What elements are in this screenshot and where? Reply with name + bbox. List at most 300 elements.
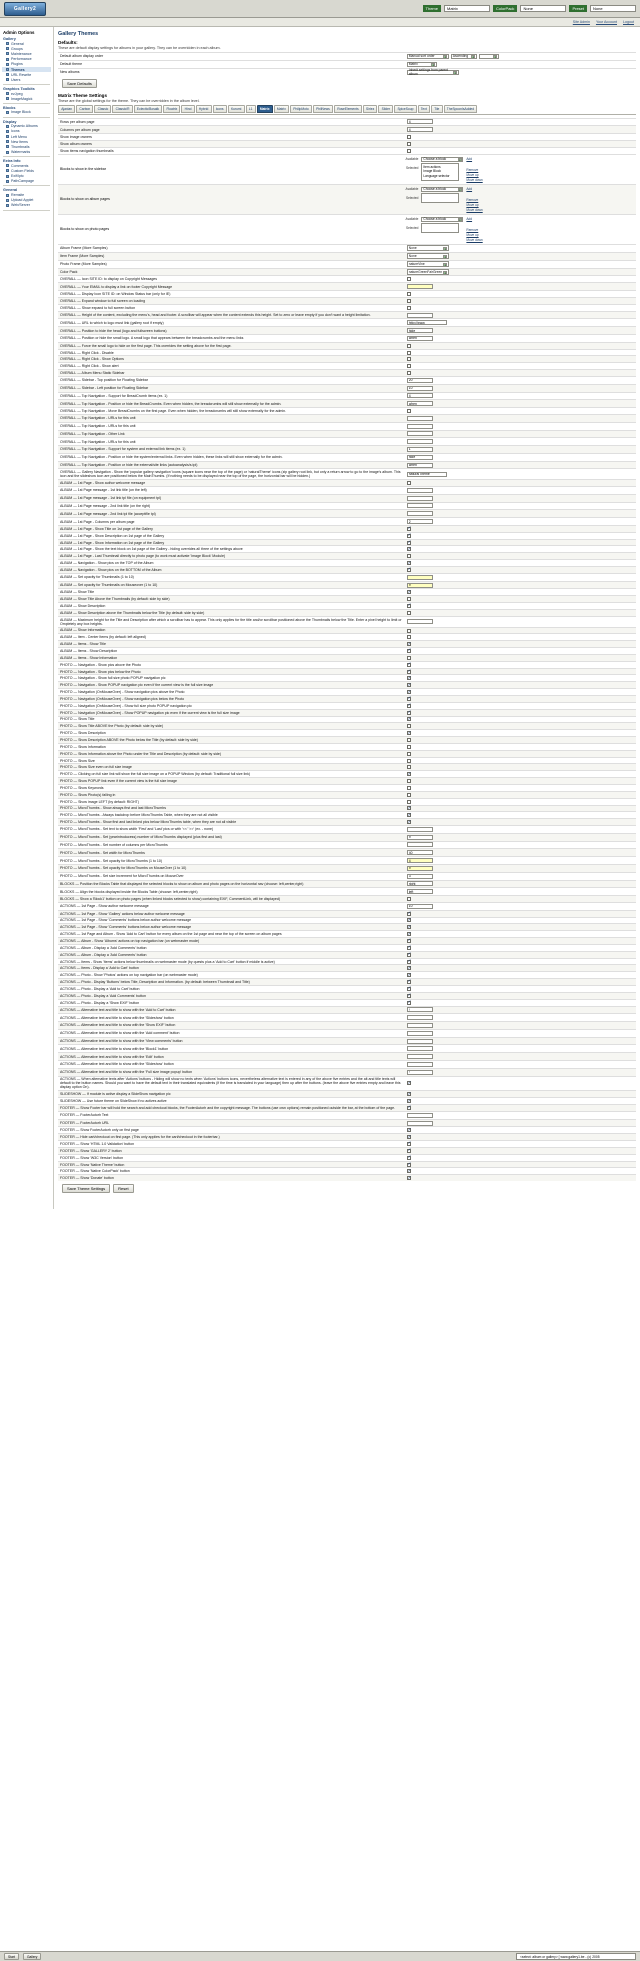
table-row — [58, 494, 636, 502]
block-picker-label: Blocks to show on album pages — [60, 197, 110, 202]
text-input[interactable] — [407, 1046, 433, 1051]
tab-hind[interactable]: Hind — [181, 105, 194, 113]
table-row — [58, 798, 636, 805]
checkbox[interactable] — [407, 541, 411, 545]
table-row — [58, 134, 636, 141]
text-input[interactable] — [407, 1070, 433, 1075]
tab-thespoonisadded[interactable]: TheSpoonIsAdded — [444, 105, 478, 113]
setting-label: OVERALL — Top Navigation - Move BreadCrumbs on the first page. Even when hidden, the breadcrumbs will still show externally for the admin. — [60, 409, 287, 414]
checkbox[interactable] — [407, 547, 411, 551]
defaults-description: These are default display settings for albums in your gallery. They can be overridden in each album. — [58, 46, 221, 50]
available-blocks-select[interactable]: Choose a block ▾ — [421, 187, 463, 192]
sidebar-group-extra-info: Extra Info — [3, 159, 21, 164]
bullet-icon — [6, 140, 9, 143]
checkbox[interactable] — [407, 670, 411, 674]
text-input[interactable] — [407, 447, 433, 452]
checkbox[interactable] — [407, 918, 411, 922]
text-input[interactable] — [407, 619, 433, 624]
sidebar-divider — [3, 156, 50, 157]
checkbox[interactable] — [407, 966, 411, 970]
text-input[interactable] — [407, 1062, 433, 1067]
table-row — [58, 917, 636, 924]
selected-blocks-list[interactable] — [421, 193, 459, 203]
checkbox[interactable] — [407, 590, 411, 594]
setting-label: Show image owners — [60, 134, 92, 139]
remove-button[interactable]: Remove — [466, 197, 479, 202]
tab-text[interactable]: Text — [418, 105, 430, 113]
setting-label: ACTIONS — Album - Display a 'Add Comments' button — [60, 945, 147, 950]
checkbox[interactable] — [407, 1099, 411, 1103]
chevron-down-icon[interactable]: ▾ — [459, 218, 461, 223]
checkbox[interactable] — [407, 649, 411, 653]
checkbox[interactable] — [407, 409, 411, 413]
reset-button[interactable]: Reset — [113, 1184, 133, 1193]
checkbox[interactable] — [407, 534, 411, 538]
text-input[interactable] — [407, 496, 433, 501]
setting-label: OVERALL — Top Navigation - Position or hide the BreadCrumbs. Even when hidden, the breadcrumbs will still show externally for the admin. — [60, 401, 282, 406]
move-down-button[interactable]: Move down — [466, 177, 483, 182]
table-row — [58, 304, 636, 311]
table-row — [58, 126, 636, 134]
table-row — [58, 376, 636, 384]
table-row — [58, 931, 636, 938]
checkbox[interactable] — [407, 527, 411, 531]
add-block-button[interactable]: Add — [466, 216, 473, 221]
default-order-direction-select[interactable]: Ascending ▾ — [451, 54, 477, 59]
checkbox[interactable] — [407, 1176, 411, 1180]
add-block-button[interactable]: Add — [466, 156, 473, 161]
checkbox[interactable] — [407, 690, 411, 694]
theme-field-input[interactable]: Matrix — [444, 5, 490, 12]
table-row — [58, 992, 636, 999]
table-row — [58, 589, 636, 596]
tab-spicesoup[interactable]: SpiceSoup — [394, 105, 416, 113]
chevron-down-icon[interactable]: ▾ — [459, 188, 461, 193]
setting-label: ACTIONS — Photo - Display a 'Add to Cart' button — [60, 986, 140, 991]
remove-button[interactable]: Remove — [466, 167, 479, 172]
checkbox[interactable] — [407, 292, 411, 296]
setting-label: PHOTO — MicroThumbs - Show always first and last MicroThumbs — [60, 806, 166, 811]
table-row — [58, 502, 636, 510]
text-input[interactable] — [407, 431, 433, 436]
checkbox[interactable] — [407, 745, 411, 749]
checkbox[interactable] — [407, 1149, 411, 1153]
checkbox[interactable] — [407, 656, 411, 660]
checkbox[interactable] — [407, 960, 411, 964]
setting-label: OVERALL — URL to which to logo must link (gallery root if empty) — [60, 320, 164, 325]
checkbox[interactable] — [407, 987, 411, 991]
setting-label: FOOTER — Show 'GALLERY 2' button — [60, 1148, 122, 1153]
setting-label: ALBUM — Item - Center Items (by default: left aligned) — [60, 635, 146, 640]
setting-label: ACTIONS — Alternative text and title to show with the 'View comments' button — [60, 1039, 183, 1044]
site-admin-link[interactable]: Site Admin — [572, 20, 590, 24]
setting-label: PHOTO — MicroThumbs - Set size increment for MicroThumbs on MouseOver — [60, 874, 184, 879]
setting-label: PHOTO — Navigation - Show full size photo POPUP navigation pic — [60, 676, 166, 681]
tab-icons[interactable]: Icons — [213, 105, 227, 113]
your-account-link[interactable]: Your Account — [595, 20, 617, 24]
checkbox[interactable] — [407, 604, 411, 608]
setting-label: OVERALL — Display Icon SITE ID: on Window Status bar (only for IE) — [60, 292, 171, 297]
tab-matrix[interactable]: Matrix — [257, 105, 273, 113]
text-input[interactable] — [407, 378, 433, 383]
sidebar-group-display: Display — [3, 119, 17, 124]
setting-label: FOOTER — Hide cart/checkout on first page. (This only applies for the cart/checkout in the footerbar.) — [60, 1135, 220, 1140]
defaults-heading: Defaults: — [58, 40, 78, 45]
text-input[interactable] — [407, 1023, 433, 1028]
checkbox[interactable] — [407, 765, 411, 769]
table-row — [58, 392, 636, 400]
checkbox[interactable] — [407, 697, 411, 701]
text-input[interactable] — [407, 284, 433, 289]
frame-select[interactable]: natureGreenFairGreen ▾ — [407, 269, 449, 274]
tab-ajaxian[interactable]: Ajaxian — [58, 105, 75, 113]
table-row — [58, 880, 636, 888]
checkbox[interactable] — [407, 371, 411, 375]
table-row — [58, 260, 636, 268]
chevron-down-icon[interactable]: ▾ — [472, 55, 475, 60]
toolbar-fields — [423, 5, 636, 12]
setting-label: FOOTER — Show 'W3C Version' button — [60, 1155, 124, 1160]
text-input[interactable] — [407, 850, 433, 855]
tab-matrix[interactable]: Matrix — [274, 105, 289, 113]
setting-label: ACTIONS — 1st Page - Show 'Comments' buttons below author welcome message — [60, 925, 192, 930]
frames-table — [58, 244, 636, 276]
checkbox[interactable] — [407, 980, 411, 984]
checkbox[interactable] — [407, 759, 411, 763]
text-input[interactable] — [407, 575, 433, 580]
checkbox[interactable] — [407, 932, 411, 936]
table-row — [58, 453, 636, 461]
chevron-down-icon[interactable]: ▾ — [444, 263, 447, 268]
bullet-icon — [6, 194, 9, 197]
tab-philipmoto[interactable]: PhilipMoto — [290, 105, 312, 113]
default-order-select[interactable]: Manual sort order ▾ — [407, 54, 449, 59]
checkbox[interactable] — [407, 1135, 411, 1139]
table-row — [58, 1076, 636, 1091]
table-row — [58, 408, 636, 415]
setting-label: SLIDESHOW — Use future theme on SlideShow if no actives active — [60, 1099, 167, 1104]
text-input[interactable] — [407, 881, 433, 886]
checkbox[interactable] — [407, 299, 411, 303]
text-input[interactable] — [407, 463, 433, 468]
table-row — [58, 60, 636, 68]
setting-label: Show album owners — [60, 141, 92, 146]
checkbox[interactable] — [407, 642, 411, 646]
list-item[interactable]: Item actions — [423, 164, 441, 169]
selected-blocks-list[interactable] — [421, 163, 459, 181]
sidebar-item-label: URL Rewrite — [11, 72, 32, 77]
text-input[interactable] — [407, 424, 433, 429]
sidebar-item-users[interactable] — [2, 77, 51, 82]
text-input[interactable] — [407, 127, 433, 132]
checkbox[interactable] — [407, 351, 411, 355]
text-input[interactable] — [407, 583, 433, 588]
checkbox[interactable] — [407, 800, 411, 804]
checkbox[interactable] — [407, 994, 411, 998]
checkbox[interactable] — [407, 912, 411, 916]
table-row — [58, 1119, 636, 1127]
table-row — [58, 252, 636, 260]
checkbox[interactable] — [407, 704, 411, 708]
table-row — [58, 689, 636, 696]
checkbox[interactable] — [407, 481, 411, 485]
checkbox[interactable] — [407, 663, 411, 667]
checkbox[interactable] — [407, 820, 411, 824]
checkbox[interactable] — [407, 897, 411, 901]
tab-tile[interactable]: Tile — [431, 105, 443, 113]
checkbox[interactable] — [407, 939, 411, 943]
checkbox[interactable] — [407, 635, 411, 639]
checkbox[interactable] — [407, 364, 411, 368]
sidebar-item-label: ImageMagick — [11, 96, 33, 101]
sidebar-item-label: Remsite — [11, 193, 25, 198]
table-row — [58, 757, 636, 764]
gallery-logo: Gallery2 — [4, 2, 46, 16]
text-input[interactable] — [407, 503, 433, 508]
table-row — [58, 675, 636, 682]
remove-button[interactable]: Remove — [466, 227, 479, 232]
checkbox[interactable] — [407, 738, 411, 742]
text-input[interactable] — [407, 336, 433, 341]
text-input[interactable] — [407, 827, 433, 832]
text-input[interactable] — [407, 874, 433, 879]
table-row — [58, 819, 636, 826]
checkbox[interactable] — [407, 1081, 411, 1085]
frame-select[interactable]: natureVine ▾ — [407, 261, 449, 266]
checkbox[interactable] — [407, 1156, 411, 1160]
setting-label: ALBUM — Navigation - Show pics on the BOTTOM of the Album — [60, 567, 162, 572]
tab-roseelements[interactable]: RoseElements — [334, 105, 362, 113]
text-input[interactable] — [407, 511, 433, 516]
checkbox[interactable] — [407, 717, 411, 721]
sidebar-item-label: Custom Fields — [11, 168, 34, 173]
tab-slider[interactable]: Slider — [378, 105, 393, 113]
table-row — [58, 1098, 636, 1105]
move-up-button[interactable]: Move up — [466, 232, 479, 237]
checkbox[interactable] — [407, 568, 411, 572]
checkbox[interactable] — [407, 306, 411, 310]
table-row — [58, 1060, 636, 1068]
text-input[interactable] — [407, 858, 433, 863]
table-row — [58, 805, 636, 812]
checkbox[interactable] — [407, 1142, 411, 1146]
text-input[interactable] — [407, 393, 433, 398]
text-input[interactable] — [407, 119, 433, 124]
list-item[interactable]: Language selector — [423, 173, 450, 178]
move-down-button[interactable]: Move down — [466, 237, 483, 242]
setting-label: ACTIONS — Alternative text and title to show with the 'Block1' button — [60, 1046, 169, 1051]
checkbox[interactable] — [407, 142, 411, 146]
chevron-down-icon[interactable]: ▾ — [444, 55, 447, 60]
checkbox[interactable] — [407, 277, 411, 281]
text-input[interactable] — [407, 1039, 433, 1044]
chevron-down-icon[interactable]: ▾ — [444, 247, 447, 252]
text-input[interactable] — [407, 1113, 433, 1118]
setting-label: PHOTO — Show Information above the Photo under the Title and Description (by default: side by side) — [60, 751, 222, 756]
logout-link[interactable]: Logout — [623, 20, 634, 24]
move-up-button[interactable]: Move up — [466, 172, 479, 177]
checkbox[interactable] — [407, 973, 411, 977]
checkbox[interactable] — [407, 711, 411, 715]
sidebar-item-watermarks[interactable] — [2, 150, 51, 155]
tab-carbon[interactable]: Carbon — [76, 105, 93, 113]
available-blocks-select[interactable]: Choose a block ▾ — [421, 217, 463, 222]
move-up-button[interactable]: Move up — [466, 202, 479, 207]
tab-hybrid[interactable]: Hybrid — [196, 105, 212, 113]
setting-label: BLOCKS — Position the Blocks Table that displayed the selected blocks to show on album and photo pages on the horizontal nav (choose: left,center,right) — [60, 881, 304, 886]
text-input[interactable] — [407, 889, 433, 894]
text-input[interactable] — [407, 472, 447, 477]
text-input[interactable] — [407, 1121, 433, 1126]
text-input[interactable] — [407, 1054, 433, 1059]
setting-label: ACTIONS — When alternative texts after 'Actions' buttons - Hiding will show no texts when 'Actions' buttons icons, nevertheless alternative text is entered in any of the above five entries and the alt and title texts will default to the button names. Should you want to have the default text in their translated equivalents (if the time is translated in your language) then up after the buttons. (leave the above five entries empty and leave this display option On). — [60, 1077, 401, 1090]
checkbox[interactable] — [407, 357, 411, 361]
setting-label: FOOTER — FooterAutorh Text — [60, 1113, 109, 1118]
page-title: Gallery Themes — [58, 31, 99, 37]
table-row — [58, 596, 636, 603]
save-defaults-button[interactable]: Save Defaults — [62, 79, 97, 88]
text-input[interactable] — [407, 904, 433, 909]
checkbox[interactable] — [407, 597, 411, 601]
frame-select[interactable]: None ▾ — [407, 253, 449, 258]
bullet-icon — [6, 175, 9, 178]
setting-label: ACTIONS — Alternative text and title to show with the 'Show EXIF' button — [60, 1023, 176, 1028]
bullet-icon — [6, 164, 9, 167]
new-albums-select[interactable]: Inherit settings from parent album ▾ — [407, 70, 459, 75]
checkbox[interactable] — [407, 676, 411, 680]
checkbox[interactable] — [407, 611, 411, 615]
checkbox[interactable] — [407, 1092, 411, 1096]
checkbox[interactable] — [407, 1163, 411, 1167]
checkbox[interactable] — [407, 779, 411, 783]
sidebar-item-image-block[interactable] — [2, 110, 51, 115]
chevron-down-icon[interactable]: ▾ — [454, 71, 457, 76]
checkbox[interactable] — [407, 1169, 411, 1173]
list-item[interactable]: Image Block — [423, 169, 441, 174]
text-input[interactable] — [407, 328, 433, 333]
move-down-button[interactable]: Move down — [466, 207, 483, 212]
checkbox[interactable] — [407, 561, 411, 565]
tab-floatrix[interactable]: Floatrix — [163, 105, 180, 113]
checkbox[interactable] — [407, 752, 411, 756]
checkbox[interactable] — [407, 925, 411, 929]
setting-label: PHOTO — Show Photo(s) falling in — [60, 792, 116, 797]
text-input[interactable] — [407, 416, 433, 421]
tab-l1[interactable]: L1 — [246, 105, 256, 113]
text-input[interactable] — [407, 1007, 433, 1012]
checkbox[interactable] — [407, 793, 411, 797]
text-input[interactable] — [407, 835, 433, 840]
chevron-down-icon[interactable]: ▾ — [444, 255, 447, 260]
sidebar-item-label: Icons — [11, 129, 20, 134]
chevron-down-icon[interactable]: ▾ — [494, 55, 497, 60]
save-theme-bar — [58, 1181, 636, 1195]
checkbox[interactable] — [407, 731, 411, 735]
checkbox[interactable] — [407, 724, 411, 728]
sidebar-item-web-server[interactable] — [2, 203, 51, 208]
table-row — [58, 1068, 636, 1076]
tab-kurumi[interactable]: Kurumi — [228, 105, 245, 113]
table-row — [58, 654, 636, 661]
sidebar-item-pathcampage[interactable] — [2, 179, 51, 184]
text-input[interactable] — [407, 439, 433, 444]
checkbox[interactable] — [407, 554, 411, 558]
default-theme-select[interactable]: Matrix ▾ — [407, 62, 437, 67]
default-theme-label: Default theme — [60, 62, 83, 67]
checkbox[interactable] — [407, 629, 411, 633]
start-button[interactable]: Start — [4, 1953, 19, 1960]
setting-label: PHOTO — Show Title ABOVE the Photo (by default: side by side) — [60, 724, 164, 729]
checkbox[interactable] — [407, 344, 411, 348]
tab-siriez[interactable]: Siriez — [363, 105, 378, 113]
checkbox[interactable] — [407, 1001, 411, 1005]
taskbar-gallery-item[interactable]: Gallery — [23, 1953, 41, 1960]
text-input[interactable] — [407, 488, 433, 493]
frame-select[interactable]: None ▾ — [407, 245, 449, 250]
checkbox[interactable] — [407, 1106, 411, 1110]
setting-label: OVERALL — Top Navigation - URLs for this unit — [60, 439, 136, 444]
setting-label: BLOCKS — Show a 'Block1' button on photo pages (when linked blocks selected to show) containing EXIF, CommentLink, will be displayed) — [60, 896, 280, 901]
checkbox[interactable] — [407, 149, 411, 153]
bullet-icon — [6, 58, 9, 61]
tab-classic-r[interactable]: Classic/R — [112, 105, 132, 113]
default-order-secondary-select[interactable] — [479, 54, 499, 59]
chevron-down-icon[interactable]: ▾ — [432, 63, 435, 68]
text-input[interactable] — [407, 866, 433, 871]
checkbox[interactable] — [407, 1128, 411, 1132]
text-input[interactable] — [407, 386, 433, 391]
text-input[interactable] — [407, 401, 433, 406]
text-input[interactable] — [407, 1031, 433, 1036]
save-theme-settings-button[interactable]: Save Theme Settings — [62, 1184, 110, 1193]
checkbox[interactable] — [407, 786, 411, 790]
chevron-down-icon[interactable]: ▾ — [459, 158, 461, 163]
checkbox[interactable] — [407, 806, 411, 810]
checkbox[interactable] — [407, 135, 411, 139]
tab-eclectic-bosalk[interactable]: Eclectic/Bosalk — [134, 105, 163, 113]
tab-philnews[interactable]: PhilNews — [313, 105, 333, 113]
checkbox[interactable] — [407, 953, 411, 957]
setting-label: Album Frame (More Samples) — [60, 246, 108, 251]
text-input[interactable] — [407, 320, 447, 325]
selected-blocks-list[interactable] — [421, 223, 459, 233]
add-block-button[interactable]: Add — [466, 186, 473, 191]
sidebar-item-imagemagick[interactable] — [2, 96, 51, 101]
colorpack-field-input[interactable]: None — [520, 5, 566, 12]
table-row — [58, 140, 636, 147]
sidebar-item-label: Thumbnails — [11, 144, 30, 149]
checkbox[interactable] — [407, 813, 411, 817]
checkbox[interactable] — [407, 772, 411, 776]
gallery-header — [0, 18, 640, 27]
checkbox[interactable] — [407, 946, 411, 950]
checkbox[interactable] — [407, 683, 411, 687]
sidebar-item-label: Left Menu — [11, 134, 27, 139]
available-blocks-select[interactable]: Choose a block ▾ — [421, 157, 463, 162]
text-input[interactable] — [407, 313, 433, 318]
setting-label: PHOTO — Show POPUP link even if the current view is the full size image — [60, 779, 177, 784]
preset-field-input[interactable]: None — [590, 5, 636, 12]
text-input[interactable] — [407, 519, 433, 524]
text-input[interactable] — [407, 455, 433, 460]
setting-label: OVERALL — Album Menu Static Sidebar — [60, 371, 125, 376]
text-input[interactable] — [407, 842, 433, 847]
tab-classic[interactable]: Classic — [94, 105, 111, 113]
chevron-down-icon[interactable]: ▾ — [444, 270, 447, 275]
setting-label: OVERALL — Height of the content, excluding the menu's, head and footer. A scrollbar will appear when the content extends this height. Set to zero or leave empty if you don't want a height limitation. — [60, 313, 371, 318]
table-row — [58, 723, 636, 730]
text-input[interactable] — [407, 1015, 433, 1020]
